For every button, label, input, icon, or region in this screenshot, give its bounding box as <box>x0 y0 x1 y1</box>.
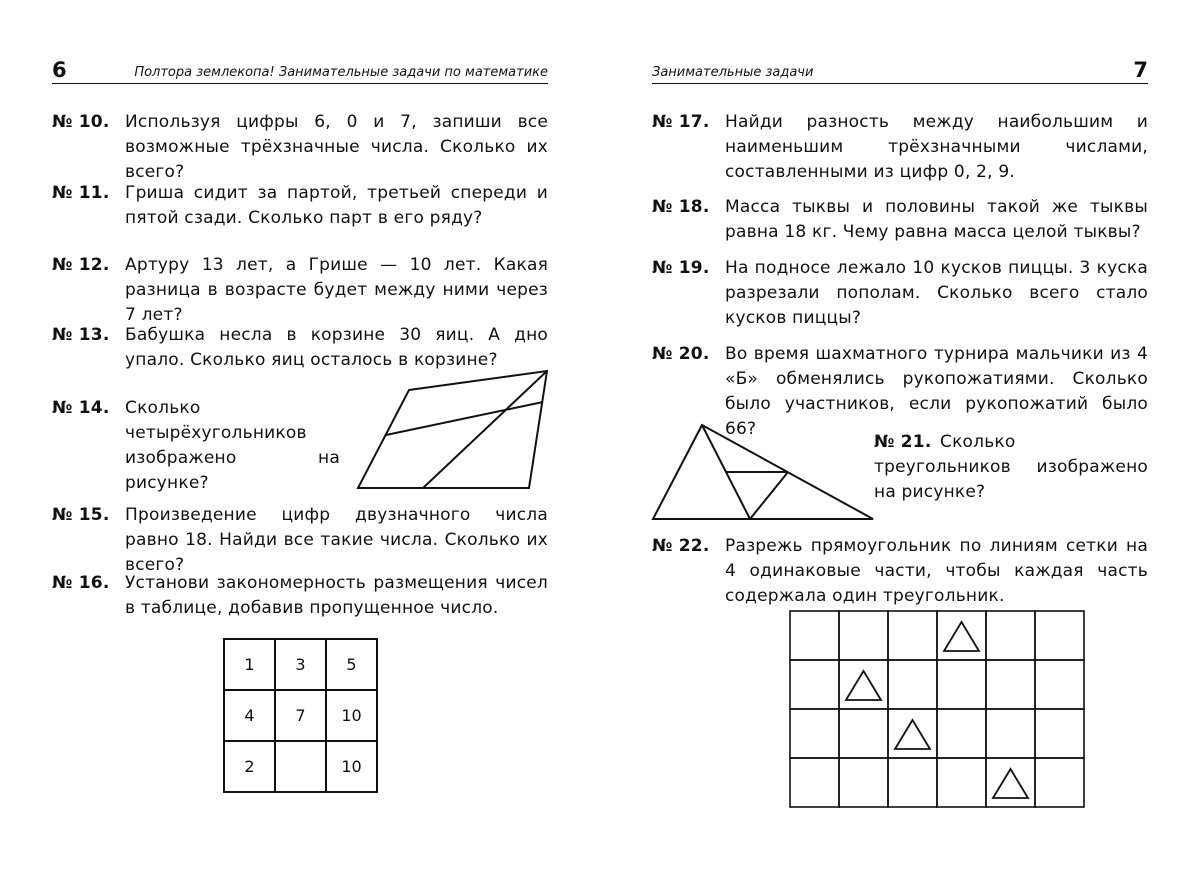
table-cell: 3 <box>275 639 326 690</box>
figure-line-horizontal <box>386 402 543 435</box>
grid-cell[interactable] <box>1035 611 1084 660</box>
grid-cell[interactable] <box>986 660 1035 709</box>
table-cell: 10 <box>326 690 377 741</box>
grid-cell[interactable] <box>839 611 888 660</box>
grid-cell[interactable] <box>937 611 986 660</box>
figure-line-inner-3 <box>750 472 788 519</box>
problem-number: № 12. <box>52 255 110 275</box>
grid-cell[interactable] <box>839 709 888 758</box>
running-title: Занимательные задачи <box>652 65 814 80</box>
problem-text: Найди разность между наибольшим и наименьшим трёхзначными числами, составленными из цифр 0, 2, 9. <box>725 112 1148 182</box>
table-cell: 1 <box>224 639 275 690</box>
running-title: Полтора землекопа! Занимательные задачи по математике <box>134 65 548 80</box>
grid-cell[interactable] <box>1035 660 1084 709</box>
problem-number: № 22. <box>652 536 710 556</box>
problem-number: № 16. <box>52 573 110 593</box>
problem-text: Используя цифры 6, 0 и 7, запиши все возможные трёхзначные числа. Сколько их всего? <box>125 112 548 182</box>
grid-triangle <box>993 769 1028 798</box>
figure-line-diagonal <box>423 371 547 488</box>
grid-cell[interactable] <box>839 660 888 709</box>
problem-text: Гриша сидит за партой, третьей спереди и пятой сзади. Сколько парт в его ряду? <box>125 183 548 228</box>
grid-cell[interactable] <box>790 758 839 807</box>
problem-text: Сколько четырёхугольников изображено на рисунке? <box>125 398 340 493</box>
table-cell-missing[interactable] <box>275 741 326 792</box>
grid-cell[interactable] <box>839 758 888 807</box>
problem-text: Артуру 13 лет, а Грише — 10 лет. Какая разница в возрасте будет между ними через 7 лет? <box>125 255 548 325</box>
problem-number: № 17. <box>652 112 710 132</box>
grid-cell[interactable] <box>1035 758 1084 807</box>
grid-cell[interactable] <box>986 611 1035 660</box>
number-table <box>223 638 378 793</box>
grid-cell[interactable] <box>986 758 1035 807</box>
grid-triangle <box>846 671 881 700</box>
grid-cell[interactable] <box>790 660 839 709</box>
table-cell: 7 <box>275 690 326 741</box>
problem-number: № 11. <box>52 183 110 203</box>
grid-cell[interactable] <box>790 709 839 758</box>
page-number: 7 <box>1133 58 1148 82</box>
table-row <box>224 741 377 792</box>
problem-text: Произведение цифр двузначного числа равно 18. Найди все такие числа. Сколько их всего? <box>125 505 548 575</box>
problem-number: № 14. <box>52 398 110 418</box>
grid-cell[interactable] <box>790 611 839 660</box>
figure-outline <box>358 371 547 488</box>
problem-text: Сколько треугольников изображено на рисунке? <box>874 432 1148 502</box>
problem-number: № 20. <box>652 344 710 364</box>
table-row <box>224 639 377 690</box>
problem-number: № 18. <box>652 197 710 217</box>
grid-cell[interactable] <box>986 709 1035 758</box>
table-cell: 5 <box>326 639 377 690</box>
problem-number: № 10. <box>52 112 110 132</box>
grid-triangle <box>944 622 979 651</box>
problem-text: Установи закономерность размещения чисел в таблице, добавив пропущенное число. <box>125 573 548 618</box>
grid-cell[interactable] <box>888 758 937 807</box>
grid-cell[interactable] <box>888 709 937 758</box>
grid-cell[interactable] <box>937 758 986 807</box>
problem-number: № 15. <box>52 505 110 525</box>
grid-triangle <box>895 720 930 749</box>
table-cell: 10 <box>326 741 377 792</box>
problem-text: Во время шахматного турнира мальчики из 4 «Б» обменялись рукопожатиями. Сколько было участников, если рукопожатий было 66? <box>725 344 1148 439</box>
table-row <box>224 690 377 741</box>
grid-cell[interactable] <box>937 660 986 709</box>
problem-text: Бабушка несла в корзине 30 яиц. А дно упало. Сколько яиц осталось в корзине? <box>125 325 548 370</box>
table-cell: 2 <box>224 741 275 792</box>
page-number: 6 <box>52 58 67 82</box>
grid-cell[interactable] <box>1035 709 1084 758</box>
grid-cell[interactable] <box>888 611 937 660</box>
problem-text: Масса тыквы и половины такой же тыквы равна 18 кг. Чему равна масса целой тыквы? <box>725 197 1148 242</box>
problem-number: № 19. <box>652 258 710 278</box>
grid-cell[interactable] <box>937 709 986 758</box>
grid-cell[interactable] <box>888 660 937 709</box>
problem-text: На подносе лежало 10 кусков пиццы. 3 куска разрезали пополам. Сколько всего стало кусков пиццы? <box>725 258 1148 328</box>
problem-text: Разрежь прямоугольник по линиям сетки на 4 одинаковые части, чтобы каждая часть содержала один треугольник. <box>725 536 1148 606</box>
problem-number: № 13. <box>52 325 110 345</box>
right-page <box>600 0 1200 873</box>
table-cell: 4 <box>224 690 275 741</box>
cutting-grid <box>789 610 1085 808</box>
problem-number: № 21. <box>874 432 932 452</box>
